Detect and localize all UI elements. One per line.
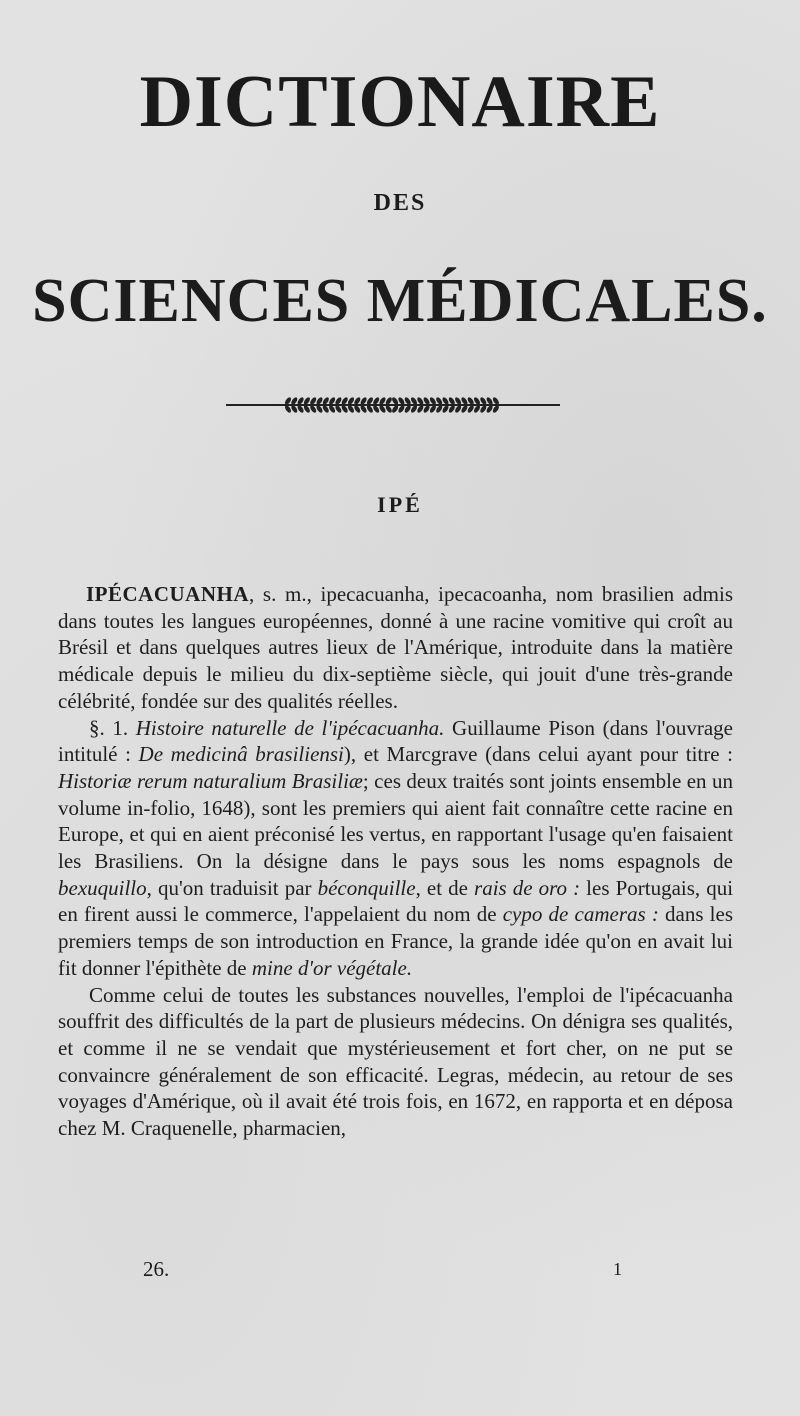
book-title: Historiæ rerum naturalium Brasiliæ	[58, 768, 363, 793]
text-run: dans les premiers temps de son introduction en France, la grande idée qu'on en avait lui fit donner l'épithète de	[58, 902, 734, 980]
text-run: , et de	[415, 875, 468, 900]
entry-definition: , s. m., ipecacuanha, ipecacoanha, nom brasilien admis dans toutes les langues européennes, donné à une racine vomitive qui croît au Brésil et dans quelques autres lieux de l'Amérique, introduite dans la matière médicale depuis le milieu du dix-septième siècle, qui jouit d'une très-grande célébrité, fondée sur des qualités réelles.	[58, 582, 733, 713]
page-title: DICTIONAIRE	[139, 61, 661, 143]
foreign-term: bexuquillo	[58, 875, 147, 900]
section-number: §. 1.	[89, 715, 129, 740]
text-run: ), et Marcgrave (dans celui ayant pour titre :	[343, 742, 734, 767]
text-run: ; ces deux traités sont joints ensemble en un volume in-folio, 1648), sont les premiers qui aient fait connaître cette racine en Europe, et qui en aient préconisé les vertus, en rapportant l'usage qu'en faisaient les Brasiliens. On la désigne dans le pays sous les noms espagnols de	[58, 768, 733, 874]
entry-paragraph-1	[58, 581, 733, 715]
foreign-term: mine d'or végétale.	[251, 955, 413, 980]
text-run: Guillaume Pison (dans l'ouvrage intitulé :	[58, 715, 733, 767]
entry-headword: IPÉCACUANHA	[86, 582, 249, 606]
subsection-heading: Histoire naturelle de l'ipécacuanha.	[135, 715, 445, 740]
text-run: , qu'on traduisit par	[146, 875, 312, 900]
page-subtitle: SCIENCES MÉDICALES.	[32, 267, 768, 335]
section-heading: IPÉ	[377, 492, 423, 517]
ornamental-rule	[226, 393, 560, 417]
entry-paragraph-3: Comme celui de toutes les substances nouvelles, l'emploi de l'ipécacuanha souffrit des difficultés de la part de plusieurs médecins. On dénigra ses qualités, et comme il ne se vendait que mystérieusement et fort cher, on ne put se convaincre généralement de son efficacité. Legras, médecin, au retour de ses voyages d'Amérique, où il avait été trois fois, en 1672, en rapporta et en déposa chez M. Craquenelle, pharmacien,	[58, 982, 733, 1141]
foreign-term: béconquille	[317, 875, 416, 900]
title-connector: DES	[373, 190, 427, 216]
book-title: De medicinâ brasiliensi	[138, 742, 344, 767]
foreign-term: rais de oro :	[474, 875, 581, 900]
signature-mark: 26.	[143, 1257, 170, 1281]
foreign-term: cypo de cameras :	[502, 902, 659, 927]
entry-paragraph-2	[58, 715, 733, 982]
text-run: les Portugais, qui en firent aussi le commerce, l'appelaient du nom de	[58, 875, 734, 927]
page-number: 1	[613, 1259, 622, 1279]
entry-body	[58, 581, 733, 1142]
